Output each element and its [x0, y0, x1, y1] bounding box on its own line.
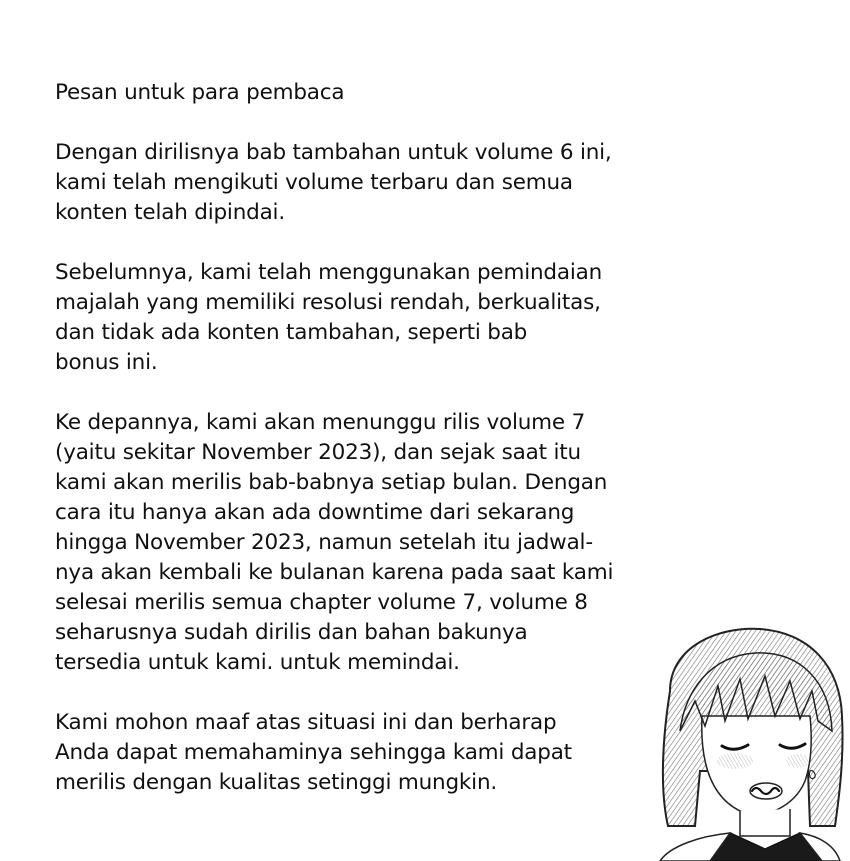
apologetic-girl-icon	[640, 621, 850, 861]
text-line: konten telah dipindai.	[55, 200, 285, 225]
text-line: kami telah mengikuti volume terbaru dan semua	[55, 170, 573, 195]
text-line: selesai merilis semua chapter volume 7, volume 8	[55, 590, 588, 615]
text-line: seharusnya sudah dirilis dan bahan bakunya	[55, 620, 528, 645]
text-line: Kami mohon maaf atas situasi ini dan berharap	[55, 710, 557, 735]
reader-message	[55, 78, 675, 798]
paragraph-gap	[55, 228, 675, 258]
paragraph-2	[55, 258, 675, 378]
text-line: merilis dengan kualitas setinggi mungkin.	[55, 770, 498, 795]
text-line: majalah yang memiliki resolusi rendah, berkualitas,	[55, 290, 601, 315]
paragraph-gap	[55, 678, 675, 708]
text-line: bonus ini.	[55, 350, 158, 375]
text-line: hingga November 2023, namun setelah itu jadwal-	[55, 530, 593, 555]
text-line: dan tidak ada konten tambahan, seperti bab	[55, 320, 528, 345]
paragraph-4	[55, 708, 675, 798]
text-line: Anda dapat memahaminya sehingga kami dapat	[55, 740, 572, 765]
text-line: Dengan dirilisnya bab tambahan untuk volume 6 ini,	[55, 140, 612, 165]
text-line: Ke depannya, kami akan menunggu rilis volume 7	[55, 410, 586, 435]
paragraph-1	[55, 138, 675, 228]
text-line: kami akan merilis bab-babnya setiap bulan. Dengan	[55, 470, 608, 495]
text-line: tersedia untuk kami. untuk memindai.	[55, 650, 460, 675]
paragraph-3	[55, 408, 675, 678]
paragraph-gap	[55, 378, 675, 408]
text-line: nya akan kembali ke bulanan karena pada saat kami	[55, 560, 614, 585]
text-line: Sebelumnya, kami telah menggunakan pemindaian	[55, 260, 602, 285]
message-title: Pesan untuk para pembaca	[55, 80, 345, 105]
text-line: (yaitu sekitar November 2023), dan sejak saat itu	[55, 440, 581, 465]
text-line: cara itu hanya akan ada downtime dari sekarang	[55, 500, 575, 525]
